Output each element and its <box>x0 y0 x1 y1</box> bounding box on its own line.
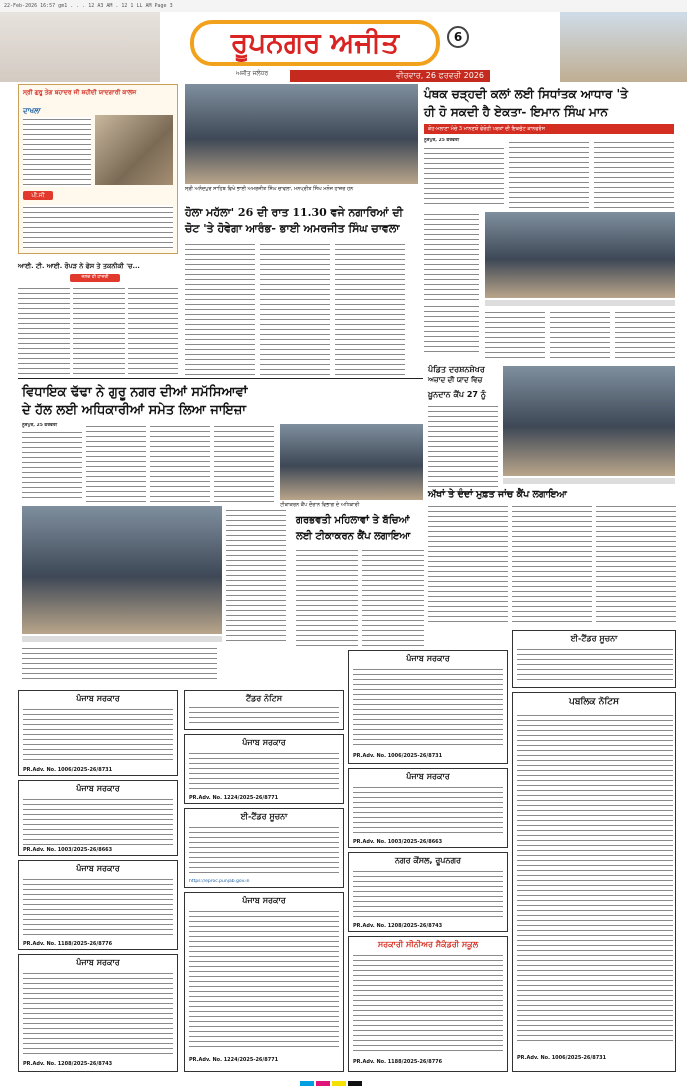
ad-c1-3-body <box>189 825 339 875</box>
ad-c2-3-footer: PR.Adv. No. 1208/2025-26/8743 <box>353 923 443 929</box>
unity-lower-col4 <box>615 310 675 360</box>
ad-c2-3 <box>348 852 508 932</box>
ad-c2-4-footer: PR.Adv. No. 1188/2025-26/8776 <box>353 1059 443 1065</box>
camp-photo <box>280 424 423 500</box>
masthead-photo-left <box>0 12 160 82</box>
ad-right-2 <box>512 692 676 1072</box>
ad-c2-1-title: ਪੰਜਾਬ ਸਰਕਾਰ <box>406 654 450 663</box>
ad-c1-2 <box>184 734 344 804</box>
unity-body-col2 <box>509 140 589 208</box>
iti-headline: ਆਈ. ਟੀ. ਆਈ. ਰੋਪੜ ਨੇ ਫੇਸ ਤੇ ਤਕਨੀਕੀ 'ਚ... <box>18 262 140 270</box>
college-ad-badge: ਪੀ.ਜੀ <box>23 191 53 200</box>
ad-c2-3-title: ਨਗਰ ਕੌਂਸਲ, ਰੂਪਨਗਰ <box>395 856 461 865</box>
masthead-logo <box>190 20 440 66</box>
ad-left-4-body <box>23 971 173 1055</box>
camp-headline-2: ਲਈ ਟੀਕਾਕਰਨ ਕੈਂਪ ਲਗਾਇਆ <box>296 531 411 542</box>
ad-left-4-title: ਪੰਜਾਬ ਸਰਕਾਰ <box>76 958 120 967</box>
mla-headline-2: ਦੇ ਹੱਲ ਲਈ ਅਧਿਕਾਰੀਆਂ ਸਮੇਤ ਲਿਆ ਜਾਇਜ਼ਾ <box>22 403 247 418</box>
ad-c2-4-title: ਸਰਕਾਰੀ ਸੀਨੀਅਰ ਸੈਕੰਡਰੀ ਸਕੂਲ <box>377 940 479 949</box>
ad-c1-3-title: ਈ-ਟੈਂਡਰ ਸੂਚਨਾ <box>240 812 288 821</box>
ad-right-1 <box>512 630 676 688</box>
mla-body-col6 <box>22 646 217 682</box>
ad-right-2-footer: PR.Adv. No. 1006/2025-26/8731 <box>517 1055 607 1061</box>
hola-body-col1 <box>185 242 255 376</box>
iti-body-col3 <box>128 286 178 378</box>
masthead-title: ਰੂਪਨਗਰ ਅਜੀਤ <box>230 26 400 59</box>
ad-c1-2-footer: PR.Adv. No. 1224/2025-26/8771 <box>189 795 279 801</box>
unity-photo <box>485 212 675 298</box>
ad-left-1-body <box>23 707 173 763</box>
eye-headline: ਅੱਖਾਂ ਤੇ ਦੰਦਾਂ ਮੁਫ਼ਤ ਜਾਂਚ ਕੈਂਪ ਲਗਾਇਆ <box>428 489 567 500</box>
ad-c2-4 <box>348 936 508 1072</box>
unity-subhead: ਕੋਹ-ਮਲਾਣਾ ਮੰਚੇ 3 ਮਾਨਣਯੋ ਫੇਰੋਹੀ ਪਰਤਾਂ ਦੀ ਇਕਜੁੱਟ ਕਾਨਫਰੰਸ <box>424 124 674 134</box>
print-info-strip: 22-Feb-2026 16:57 gm1 . . . 12 A3 AM . 12 1 LL AM Page 3 <box>0 0 687 12</box>
eye-sub: ਖ਼ੂਨਦਾਨ ਕੈਂਪ 27 ਨੂੰ <box>428 390 486 399</box>
camp-body-col2 <box>362 548 424 646</box>
camp-body-col1 <box>296 548 358 646</box>
eye-body-col1 <box>428 504 508 624</box>
ad-left-2-title: ਪੰਜਾਬ ਸਰਕਾਰ <box>76 784 120 793</box>
ad-c2-2-body <box>353 785 503 835</box>
mla-body-col5 <box>226 508 286 644</box>
ad-left-3-title: ਪੰਜਾਬ ਸਰਕਾਰ <box>76 864 120 873</box>
ad-c1-2-title: ਪੰਜਾਬ ਸਰਕਾਰ <box>242 738 286 747</box>
ad-c1-3 <box>184 808 344 888</box>
mla-headline-1: ਵਿਧਾਇਕ ਢੱਢਾ ਨੇ ਗੁਰੂ ਨਗਰ ਦੀਆਂ ਸਮੱਸਿਆਵਾਂ <box>22 385 248 400</box>
eye-body-col2 <box>512 504 592 624</box>
unity-dateline: ਨੂਰਪੁਰ, 25 ਫਰਵਰੀ <box>424 138 460 143</box>
ad-right-2-title: ਪਬਲਿਕ ਨੋਟਿਸ <box>569 697 619 707</box>
ad-c2-3-body <box>353 869 503 919</box>
unity-headline-1: ਪੰਥਕ ਚੜ੍ਹਦੀ ਕਲਾਂ ਲਈ ਸਿਧਾਂਤਕ ਆਧਾਰ 'ਤੇ <box>424 87 628 101</box>
eye-body-col3 <box>596 504 676 624</box>
ad-c1-1-body <box>189 705 339 727</box>
masthead-photo-right <box>560 12 687 82</box>
ad-left-1-title: ਪੰਜਾਬ ਸਰਕਾਰ <box>76 694 120 703</box>
hola-headline-1: ਹੋਲਾ ਮਹੱਲਾ' 26 ਦੀ ਰਾਤ 11.30 ਵਜੇ ਨਗਾਰਿਆਂ ਦੀ <box>185 206 403 219</box>
eye-kicker-2: ਅਜ਼ਾਦ ਦੀ ਯਾਦ ਵਿਚ <box>428 376 483 384</box>
unity-body-more <box>424 212 479 300</box>
ad-c1-4-title: ਪੰਜਾਬ ਸਰਕਾਰ <box>242 896 286 905</box>
hola-photo-caption: ਸ੍ਰੀ ਅਨੰਦਪੁਰ ਸਾਹਿਬ ਵਿਖੇ ਭਾਈ ਅਮਰਜੀਤ ਸਿੰਘ ਚਾਵਲਾ, ਮਨਪ੍ਰੀਤ ਸਿੰਘ ਮਨੋਜ ਹਾਜ਼ਰ ਹਨ <box>185 186 354 192</box>
unity-headline-2: ਹੀ ਹੋ ਸਕਦੀ ਹੈ ਏਕਤਾ- ਇਮਾਨ ਸਿੰਘ ਮਾਨ <box>424 105 608 119</box>
eye-body <box>428 404 498 494</box>
iti-tag: ਜਲਦ ਹੀ ਹਾਜਰੀ <box>70 274 120 282</box>
iti-body-col1 <box>18 286 70 378</box>
reg-magenta <box>316 1081 330 1086</box>
eye-photo <box>503 366 675 476</box>
masthead <box>0 12 687 82</box>
hola-body-col2 <box>260 242 330 376</box>
ad-right-1-title: ਈ-ਟੈਂਡਰ ਸੂਚਨਾ <box>570 634 618 643</box>
camp-photo-caption: ਟੀਕਾਕਰਨ ਕੈਂਪ ਦੌਰਾਨ ਵਿਭਾਗ ਦੇ ਅਧਿਕਾਰੀ <box>280 502 360 508</box>
unity-body-col3 <box>594 140 674 208</box>
ad-c1-4-body <box>189 909 339 1049</box>
college-ad-body <box>23 117 91 187</box>
ad-c1-4-footer: PR.Adv. No. 1224/2025-26/8771 <box>189 1057 279 1063</box>
eye-kicker: ਪੰਡਿਤ ਦਰਸ਼ਨਸ਼ੇਖਰ <box>428 364 485 374</box>
ad-c1-1-title: ਟੈਂਡਰ ਨੋਟਿਸ <box>245 694 283 703</box>
masthead-sub: ਅਜੀਤ ਜਲੰਧਰ <box>236 70 269 77</box>
camp-headline-1: ਗਰਭਵਤੀ ਮਹਿਲਾਵਾਂ ਤੇ ਬੱਚਿਆਂ <box>296 515 410 526</box>
college-ad <box>18 84 178 254</box>
unity-lower-col1 <box>424 304 479 356</box>
mla-dateline: ਨੂਰਪੁਰ, 25 ਫਰਵਰੀ <box>22 423 58 428</box>
mla-body-col2 <box>86 424 146 502</box>
ad-c2-1-footer: PR.Adv. No. 1006/2025-26/8731 <box>353 753 443 759</box>
ad-left-1 <box>18 690 178 776</box>
college-ad-footer <box>23 205 173 249</box>
college-ad-photo <box>95 115 173 185</box>
mla-body-col3 <box>150 424 210 502</box>
hola-body-col3 <box>335 242 405 376</box>
iti-body-col2 <box>73 286 125 378</box>
ad-left-4-footer: PR.Adv. No. 1208/2025-26/8743 <box>23 1061 113 1067</box>
ad-left-4 <box>18 954 178 1072</box>
ad-right-1-body <box>517 647 673 683</box>
ad-left-2 <box>18 780 178 856</box>
ad-c1-2-body <box>189 751 339 791</box>
mla-photo-caption <box>22 636 222 642</box>
page-number: 6 <box>447 26 469 48</box>
mla-rule <box>18 378 423 379</box>
ad-c2-2-title: ਪੰਜਾਬ ਸਰਕਾਰ <box>406 772 450 781</box>
mla-photo <box>22 506 222 634</box>
registration-bar <box>0 1078 687 1089</box>
ad-left-1-footer: PR.Adv. No. 1006/2025-26/8731 <box>23 767 113 773</box>
ad-c2-2-footer: PR.Adv. No. 1003/2025-26/8663 <box>353 839 443 845</box>
hola-headline-2: ਚੋਟ 'ਤੇ ਹੋਵੇਗਾ ਆਰੰਭ- ਭਾਈ ਅਮਰਜੀਤ ਸਿੰਘ ਚਾਵਲਾ <box>185 222 400 235</box>
ad-c1-3-website[interactable]: https://eproc.punjab.gov.in <box>189 879 250 884</box>
ad-left-3-footer: PR.Adv. No. 1188/2025-26/8776 <box>23 941 113 947</box>
ad-right-2-body <box>517 713 673 1043</box>
college-ad-headline: ਸ੍ਰੀ ਗੁਰੂ ਤੇਗ ਬਹਾਦਰ ਜੀ ਸ਼ਹੀਦੀ ਯਾਦਗਾਰੀ ਕਾਲਜ <box>23 89 137 96</box>
reg-yellow <box>332 1081 346 1086</box>
masthead-date: ਵੀਰਵਾਰ, 26 ਫਰਵਰੀ 2026 <box>290 70 490 82</box>
ad-left-3 <box>18 860 178 950</box>
unity-lower-col2 <box>485 310 545 360</box>
ad-left-2-footer: PR.Adv. No. 1003/2025-26/8663 <box>23 847 113 853</box>
ad-left-3-body <box>23 877 173 937</box>
ad-c2-1-body <box>353 667 503 747</box>
ad-c1-4 <box>184 892 344 1072</box>
college-ad-label: ਦਾਖਲਾ <box>23 107 41 115</box>
ad-c2-1 <box>348 650 508 764</box>
hola-photo <box>185 84 418 184</box>
ad-c2-4-body <box>353 953 503 1053</box>
mla-body-col1 <box>22 430 82 502</box>
ad-c1-1 <box>184 690 344 730</box>
reg-black <box>348 1081 362 1086</box>
reg-cyan <box>300 1081 314 1086</box>
mla-body-col4 <box>214 424 274 502</box>
unity-body-col1 <box>424 146 504 208</box>
ad-c2-2 <box>348 768 508 848</box>
unity-lower-col3 <box>550 310 610 360</box>
eye-photo-caption <box>503 478 675 484</box>
unity-photo-caption <box>485 300 675 306</box>
ad-left-2-body <box>23 797 173 845</box>
